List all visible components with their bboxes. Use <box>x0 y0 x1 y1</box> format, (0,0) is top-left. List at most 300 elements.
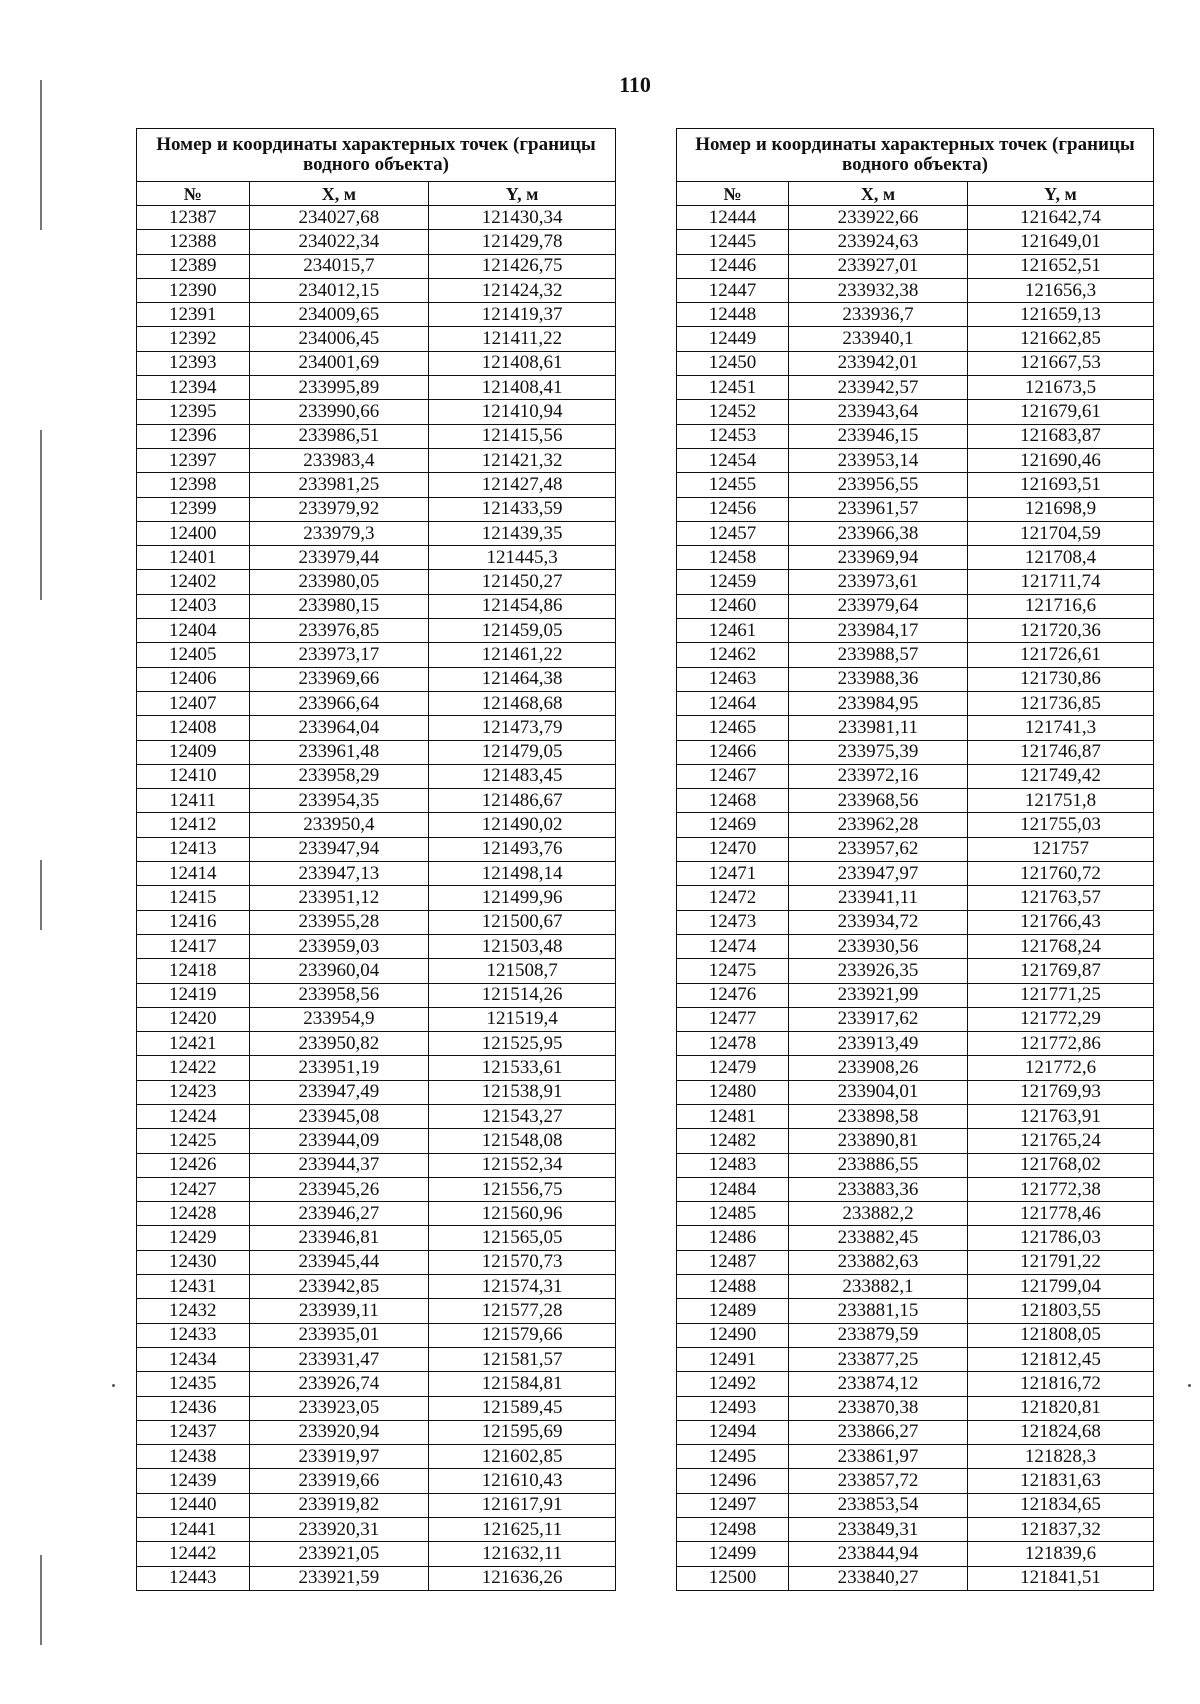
x-coordinate-cell: 233944,09 <box>249 1129 429 1153</box>
point-number-cell: 12422 <box>137 1056 250 1080</box>
x-coordinate-cell: 233874,12 <box>789 1372 968 1396</box>
y-coordinate-cell: 121490,02 <box>429 813 616 837</box>
y-coordinate-cell: 121508,7 <box>429 959 616 983</box>
table-row <box>137 1518 616 1542</box>
y-coordinate-cell: 121749,42 <box>967 764 1153 788</box>
table-row <box>677 1007 1154 1031</box>
y-coordinate-cell: 121803,55 <box>967 1299 1153 1323</box>
table-row <box>677 1396 1154 1420</box>
x-coordinate-cell: 233941,11 <box>789 886 968 910</box>
x-coordinate-cell: 233849,31 <box>789 1518 968 1542</box>
table-row <box>677 1177 1154 1201</box>
table-row <box>677 1056 1154 1080</box>
point-number-cell: 12398 <box>137 473 250 497</box>
x-coordinate-cell: 233979,44 <box>249 546 429 570</box>
x-coordinate-cell: 233984,17 <box>789 619 968 643</box>
point-number-cell: 12481 <box>677 1104 789 1128</box>
x-coordinate-cell: 233908,26 <box>789 1056 968 1080</box>
x-coordinate-cell: 233968,56 <box>789 789 968 813</box>
table-row <box>677 448 1154 472</box>
table-row <box>137 1372 616 1396</box>
table-row <box>677 667 1154 691</box>
point-number-cell: 12421 <box>137 1032 250 1056</box>
y-coordinate-cell: 121763,57 <box>967 886 1153 910</box>
table-row <box>137 570 616 594</box>
point-number-cell: 12470 <box>677 837 789 861</box>
table-row <box>677 1153 1154 1177</box>
x-coordinate-cell: 233881,15 <box>789 1299 968 1323</box>
x-coordinate-cell: 233964,04 <box>249 716 429 740</box>
point-number-cell: 12397 <box>137 448 250 472</box>
y-coordinate-cell: 121757 <box>967 837 1153 861</box>
x-coordinate-cell: 233932,38 <box>789 278 968 302</box>
x-coordinate-cell: 233924,63 <box>789 230 968 254</box>
y-coordinate-cell: 121450,27 <box>429 570 616 594</box>
point-number-cell: 12443 <box>137 1566 250 1590</box>
column-header-number: № <box>137 182 250 206</box>
column-header-x: X, м <box>789 182 968 206</box>
table-row <box>677 1250 1154 1274</box>
point-number-cell: 12489 <box>677 1299 789 1323</box>
table-row <box>677 327 1154 351</box>
x-coordinate-cell: 234022,34 <box>249 230 429 254</box>
table-row <box>677 1566 1154 1590</box>
y-coordinate-cell: 121408,61 <box>429 351 616 375</box>
y-coordinate-cell: 121808,05 <box>967 1323 1153 1347</box>
x-coordinate-cell: 233919,97 <box>249 1445 429 1469</box>
y-coordinate-cell: 121514,26 <box>429 983 616 1007</box>
table-row <box>137 837 616 861</box>
y-coordinate-cell: 121693,51 <box>967 473 1153 497</box>
point-number-cell: 12472 <box>677 886 789 910</box>
point-number-cell: 12438 <box>137 1445 250 1469</box>
point-number-cell: 12479 <box>677 1056 789 1080</box>
table-row <box>677 619 1154 643</box>
x-coordinate-cell: 233981,11 <box>789 716 968 740</box>
x-coordinate-cell: 233936,7 <box>789 303 968 327</box>
table-row <box>137 1299 616 1323</box>
x-coordinate-cell: 233945,08 <box>249 1104 429 1128</box>
x-coordinate-cell: 233975,39 <box>789 740 968 764</box>
point-number-cell: 12477 <box>677 1007 789 1031</box>
point-number-cell: 12459 <box>677 570 789 594</box>
point-number-cell: 12500 <box>677 1566 789 1590</box>
point-number-cell: 12417 <box>137 934 250 958</box>
table-row <box>137 886 616 910</box>
table-row <box>677 1323 1154 1347</box>
y-coordinate-cell: 121772,29 <box>967 1007 1153 1031</box>
point-number-cell: 12392 <box>137 327 250 351</box>
x-coordinate-cell: 233942,85 <box>249 1275 429 1299</box>
coordinates-table <box>136 128 616 1591</box>
y-coordinate-cell: 121778,46 <box>967 1202 1153 1226</box>
point-number-cell: 12426 <box>137 1153 250 1177</box>
y-coordinate-cell: 121429,78 <box>429 230 616 254</box>
table-row <box>677 691 1154 715</box>
point-number-cell: 12488 <box>677 1275 789 1299</box>
table-row <box>677 764 1154 788</box>
x-coordinate-cell: 233959,03 <box>249 934 429 958</box>
y-coordinate-cell: 121642,74 <box>967 206 1153 230</box>
y-coordinate-cell: 121499,96 <box>429 886 616 910</box>
y-coordinate-cell: 121543,27 <box>429 1104 616 1128</box>
y-coordinate-cell: 121617,91 <box>429 1493 616 1517</box>
y-coordinate-cell: 121424,32 <box>429 278 616 302</box>
table-row <box>137 1129 616 1153</box>
point-number-cell: 12389 <box>137 254 250 278</box>
x-coordinate-cell: 233969,94 <box>789 546 968 570</box>
point-number-cell: 12399 <box>137 497 250 521</box>
point-number-cell: 12462 <box>677 643 789 667</box>
table-row <box>677 521 1154 545</box>
table-row <box>677 1032 1154 1056</box>
x-coordinate-cell: 233922,66 <box>789 206 968 230</box>
y-coordinate-cell: 121610,43 <box>429 1469 616 1493</box>
table-row <box>137 1153 616 1177</box>
y-coordinate-cell: 121711,74 <box>967 570 1153 594</box>
table-row <box>137 1104 616 1128</box>
point-number-cell: 12440 <box>137 1493 250 1517</box>
x-coordinate-cell: 233935,01 <box>249 1323 429 1347</box>
table-row <box>677 1129 1154 1153</box>
point-number-cell: 12480 <box>677 1080 789 1104</box>
column-header-x: X, м <box>249 182 429 206</box>
table-row <box>137 1275 616 1299</box>
point-number-cell: 12412 <box>137 813 250 837</box>
y-coordinate-cell: 121461,22 <box>429 643 616 667</box>
x-coordinate-cell: 233961,57 <box>789 497 968 521</box>
table-row <box>137 1396 616 1420</box>
point-number-cell: 12396 <box>137 424 250 448</box>
x-coordinate-cell: 233861,97 <box>789 1445 968 1469</box>
scan-margin-line <box>40 80 42 230</box>
y-coordinate-cell: 121581,57 <box>429 1347 616 1371</box>
x-coordinate-cell: 233946,27 <box>249 1202 429 1226</box>
y-coordinate-cell: 121483,45 <box>429 764 616 788</box>
x-coordinate-cell: 233942,57 <box>789 376 968 400</box>
x-coordinate-cell: 233942,01 <box>789 351 968 375</box>
y-coordinate-cell: 121498,14 <box>429 862 616 886</box>
point-number-cell: 12393 <box>137 351 250 375</box>
y-coordinate-cell: 121415,56 <box>429 424 616 448</box>
y-coordinate-cell: 121433,59 <box>429 497 616 521</box>
x-coordinate-cell: 233983,4 <box>249 448 429 472</box>
point-number-cell: 12413 <box>137 837 250 861</box>
x-coordinate-cell: 233973,17 <box>249 643 429 667</box>
x-coordinate-cell: 233961,48 <box>249 740 429 764</box>
point-number-cell: 12423 <box>137 1080 250 1104</box>
point-number-cell: 12439 <box>137 1469 250 1493</box>
y-coordinate-cell: 121736,85 <box>967 691 1153 715</box>
page-number: 110 <box>619 72 651 97</box>
point-number-cell: 12495 <box>677 1445 789 1469</box>
scan-speck <box>112 1384 115 1387</box>
y-coordinate-cell: 121439,35 <box>429 521 616 545</box>
y-coordinate-cell: 121730,86 <box>967 667 1153 691</box>
x-coordinate-cell: 233988,36 <box>789 667 968 691</box>
table-row <box>137 546 616 570</box>
point-number-cell: 12464 <box>677 691 789 715</box>
point-number-cell: 12418 <box>137 959 250 983</box>
y-coordinate-cell: 121570,73 <box>429 1250 616 1274</box>
point-number-cell: 12409 <box>137 740 250 764</box>
y-coordinate-cell: 121479,05 <box>429 740 616 764</box>
table-row <box>677 983 1154 1007</box>
x-coordinate-cell: 233943,64 <box>789 400 968 424</box>
table-row <box>137 1177 616 1201</box>
table-row <box>677 230 1154 254</box>
x-coordinate-cell: 233972,16 <box>789 764 968 788</box>
y-coordinate-cell: 121579,66 <box>429 1323 616 1347</box>
x-coordinate-cell: 233945,26 <box>249 1177 429 1201</box>
x-coordinate-cell: 233990,66 <box>249 400 429 424</box>
x-coordinate-cell: 233927,01 <box>789 254 968 278</box>
y-coordinate-cell: 121667,53 <box>967 351 1153 375</box>
point-number-cell: 12461 <box>677 619 789 643</box>
table-row <box>137 813 616 837</box>
point-number-cell: 12432 <box>137 1299 250 1323</box>
point-number-cell: 12466 <box>677 740 789 764</box>
point-number-cell: 12465 <box>677 716 789 740</box>
y-coordinate-cell: 121820,81 <box>967 1396 1153 1420</box>
y-coordinate-cell: 121538,91 <box>429 1080 616 1104</box>
point-number-cell: 12475 <box>677 959 789 983</box>
point-number-cell: 12487 <box>677 1250 789 1274</box>
x-coordinate-cell: 233921,05 <box>249 1542 429 1566</box>
x-coordinate-cell: 233939,11 <box>249 1299 429 1323</box>
y-coordinate-cell: 121816,72 <box>967 1372 1153 1396</box>
table-row <box>137 254 616 278</box>
table-row <box>137 789 616 813</box>
point-number-cell: 12446 <box>677 254 789 278</box>
scan-margin-line <box>40 860 42 930</box>
table-row <box>137 1420 616 1444</box>
y-coordinate-cell: 121768,02 <box>967 1153 1153 1177</box>
table-row <box>137 303 616 327</box>
x-coordinate-cell: 233840,27 <box>789 1566 968 1590</box>
table-row <box>677 643 1154 667</box>
point-number-cell: 12499 <box>677 1542 789 1566</box>
x-coordinate-cell: 233917,62 <box>789 1007 968 1031</box>
table-row <box>677 303 1154 327</box>
y-coordinate-cell: 121704,59 <box>967 521 1153 545</box>
point-number-cell: 12482 <box>677 1129 789 1153</box>
y-coordinate-cell: 121812,45 <box>967 1347 1153 1371</box>
y-coordinate-cell: 121673,5 <box>967 376 1153 400</box>
y-coordinate-cell: 121652,51 <box>967 254 1153 278</box>
table-row <box>677 1542 1154 1566</box>
point-number-cell: 12451 <box>677 376 789 400</box>
table-row <box>137 497 616 521</box>
x-coordinate-cell: 233882,1 <box>789 1275 968 1299</box>
point-number-cell: 12453 <box>677 424 789 448</box>
y-coordinate-cell: 121565,05 <box>429 1226 616 1250</box>
y-coordinate-cell: 121839,6 <box>967 1542 1153 1566</box>
y-coordinate-cell: 121772,6 <box>967 1056 1153 1080</box>
table-row <box>677 1469 1154 1493</box>
y-coordinate-cell: 121560,96 <box>429 1202 616 1226</box>
table-row <box>677 1347 1154 1371</box>
point-number-cell: 12428 <box>137 1202 250 1226</box>
y-coordinate-cell: 121574,31 <box>429 1275 616 1299</box>
y-coordinate-cell: 121746,87 <box>967 740 1153 764</box>
point-number-cell: 12391 <box>137 303 250 327</box>
point-number-cell: 12414 <box>137 862 250 886</box>
y-coordinate-cell: 121760,72 <box>967 862 1153 886</box>
point-number-cell: 12486 <box>677 1226 789 1250</box>
table-row <box>677 278 1154 302</box>
point-number-cell: 12434 <box>137 1347 250 1371</box>
x-coordinate-cell: 233979,92 <box>249 497 429 521</box>
x-coordinate-cell: 233950,4 <box>249 813 429 837</box>
x-coordinate-cell: 233890,81 <box>789 1129 968 1153</box>
table-row <box>677 254 1154 278</box>
point-number-cell: 12468 <box>677 789 789 813</box>
x-coordinate-cell: 233923,05 <box>249 1396 429 1420</box>
y-coordinate-cell: 121454,86 <box>429 594 616 618</box>
x-coordinate-cell: 233931,47 <box>249 1347 429 1371</box>
table-row <box>677 376 1154 400</box>
table-row <box>137 278 616 302</box>
y-coordinate-cell: 121828,3 <box>967 1445 1153 1469</box>
point-number-cell: 12437 <box>137 1420 250 1444</box>
y-coordinate-cell: 121841,51 <box>967 1566 1153 1590</box>
x-coordinate-cell: 233980,05 <box>249 570 429 594</box>
table-row <box>677 934 1154 958</box>
point-number-cell: 12496 <box>677 1469 789 1493</box>
y-coordinate-cell: 121834,65 <box>967 1493 1153 1517</box>
y-coordinate-cell: 121410,94 <box>429 400 616 424</box>
y-coordinate-cell: 121459,05 <box>429 619 616 643</box>
point-number-cell: 12469 <box>677 813 789 837</box>
x-coordinate-cell: 233969,66 <box>249 667 429 691</box>
x-coordinate-cell: 233979,64 <box>789 594 968 618</box>
x-coordinate-cell: 233926,35 <box>789 959 968 983</box>
x-coordinate-cell: 233921,99 <box>789 983 968 1007</box>
x-coordinate-cell: 233960,04 <box>249 959 429 983</box>
point-number-cell: 12473 <box>677 910 789 934</box>
point-number-cell: 12436 <box>137 1396 250 1420</box>
table-row <box>137 400 616 424</box>
x-coordinate-cell: 233913,49 <box>789 1032 968 1056</box>
table-row <box>137 1347 616 1371</box>
table-row <box>677 546 1154 570</box>
point-number-cell: 12433 <box>137 1323 250 1347</box>
point-number-cell: 12401 <box>137 546 250 570</box>
point-number-cell: 12478 <box>677 1032 789 1056</box>
table-row <box>137 619 616 643</box>
table-row <box>137 1566 616 1590</box>
table-row <box>137 1542 616 1566</box>
y-coordinate-cell: 121625,11 <box>429 1518 616 1542</box>
point-number-cell: 12454 <box>677 448 789 472</box>
x-coordinate-cell: 233857,72 <box>789 1469 968 1493</box>
column-header-y: Y, м <box>429 182 616 206</box>
x-coordinate-cell: 233934,72 <box>789 910 968 934</box>
point-number-cell: 12441 <box>137 1518 250 1542</box>
x-coordinate-cell: 233898,58 <box>789 1104 968 1128</box>
table-row <box>677 1080 1154 1104</box>
table-row <box>677 1445 1154 1469</box>
coordinates-table-left <box>136 128 616 1591</box>
y-coordinate-cell: 121698,9 <box>967 497 1153 521</box>
y-coordinate-cell: 121589,45 <box>429 1396 616 1420</box>
point-number-cell: 12406 <box>137 667 250 691</box>
x-coordinate-cell: 233995,89 <box>249 376 429 400</box>
x-coordinate-cell: 233979,3 <box>249 521 429 545</box>
x-coordinate-cell: 233947,13 <box>249 862 429 886</box>
table-row <box>677 886 1154 910</box>
y-coordinate-cell: 121791,22 <box>967 1250 1153 1274</box>
table-row <box>137 1007 616 1031</box>
y-coordinate-cell: 121519,4 <box>429 1007 616 1031</box>
table-row <box>137 1080 616 1104</box>
point-number-cell: 12484 <box>677 1177 789 1201</box>
x-coordinate-cell: 233877,25 <box>789 1347 968 1371</box>
point-number-cell: 12483 <box>677 1153 789 1177</box>
table-row <box>677 570 1154 594</box>
table-row <box>137 1493 616 1517</box>
x-coordinate-cell: 233947,94 <box>249 837 429 861</box>
x-coordinate-cell: 233844,94 <box>789 1542 968 1566</box>
point-number-cell: 12435 <box>137 1372 250 1396</box>
coordinates-table <box>676 128 1154 1591</box>
table-row <box>677 1518 1154 1542</box>
x-coordinate-cell: 233920,94 <box>249 1420 429 1444</box>
point-number-cell: 12449 <box>677 327 789 351</box>
x-coordinate-cell: 233981,25 <box>249 473 429 497</box>
y-coordinate-cell: 121837,32 <box>967 1518 1153 1542</box>
y-coordinate-cell: 121763,91 <box>967 1104 1153 1128</box>
point-number-cell: 12420 <box>137 1007 250 1031</box>
x-coordinate-cell: 233946,81 <box>249 1226 429 1250</box>
y-coordinate-cell: 121493,76 <box>429 837 616 861</box>
point-number-cell: 12494 <box>677 1420 789 1444</box>
scan-speck <box>1188 1384 1191 1387</box>
table-row <box>137 1056 616 1080</box>
table-row <box>677 424 1154 448</box>
point-number-cell: 12425 <box>137 1129 250 1153</box>
point-number-cell: 12485 <box>677 1202 789 1226</box>
y-coordinate-cell: 121656,3 <box>967 278 1153 302</box>
x-coordinate-cell: 234006,45 <box>249 327 429 351</box>
y-coordinate-cell: 121831,63 <box>967 1469 1153 1493</box>
point-number-cell: 12457 <box>677 521 789 545</box>
point-number-cell: 12402 <box>137 570 250 594</box>
y-coordinate-cell: 121408,41 <box>429 376 616 400</box>
point-number-cell: 12410 <box>137 764 250 788</box>
x-coordinate-cell: 233919,66 <box>249 1469 429 1493</box>
x-coordinate-cell: 233954,9 <box>249 1007 429 1031</box>
point-number-cell: 12491 <box>677 1347 789 1371</box>
x-coordinate-cell: 233921,59 <box>249 1566 429 1590</box>
y-coordinate-cell: 121552,34 <box>429 1153 616 1177</box>
point-number-cell: 12415 <box>137 886 250 910</box>
x-coordinate-cell: 234012,15 <box>249 278 429 302</box>
y-coordinate-cell: 121430,34 <box>429 206 616 230</box>
x-coordinate-cell: 233883,36 <box>789 1177 968 1201</box>
point-number-cell: 12403 <box>137 594 250 618</box>
y-coordinate-cell: 121772,86 <box>967 1032 1153 1056</box>
point-number-cell: 12419 <box>137 983 250 1007</box>
point-number-cell: 12498 <box>677 1518 789 1542</box>
point-number-cell: 12452 <box>677 400 789 424</box>
point-number-cell: 12455 <box>677 473 789 497</box>
y-coordinate-cell: 121636,26 <box>429 1566 616 1590</box>
point-number-cell: 12460 <box>677 594 789 618</box>
table-row <box>137 327 616 351</box>
point-number-cell: 12411 <box>137 789 250 813</box>
